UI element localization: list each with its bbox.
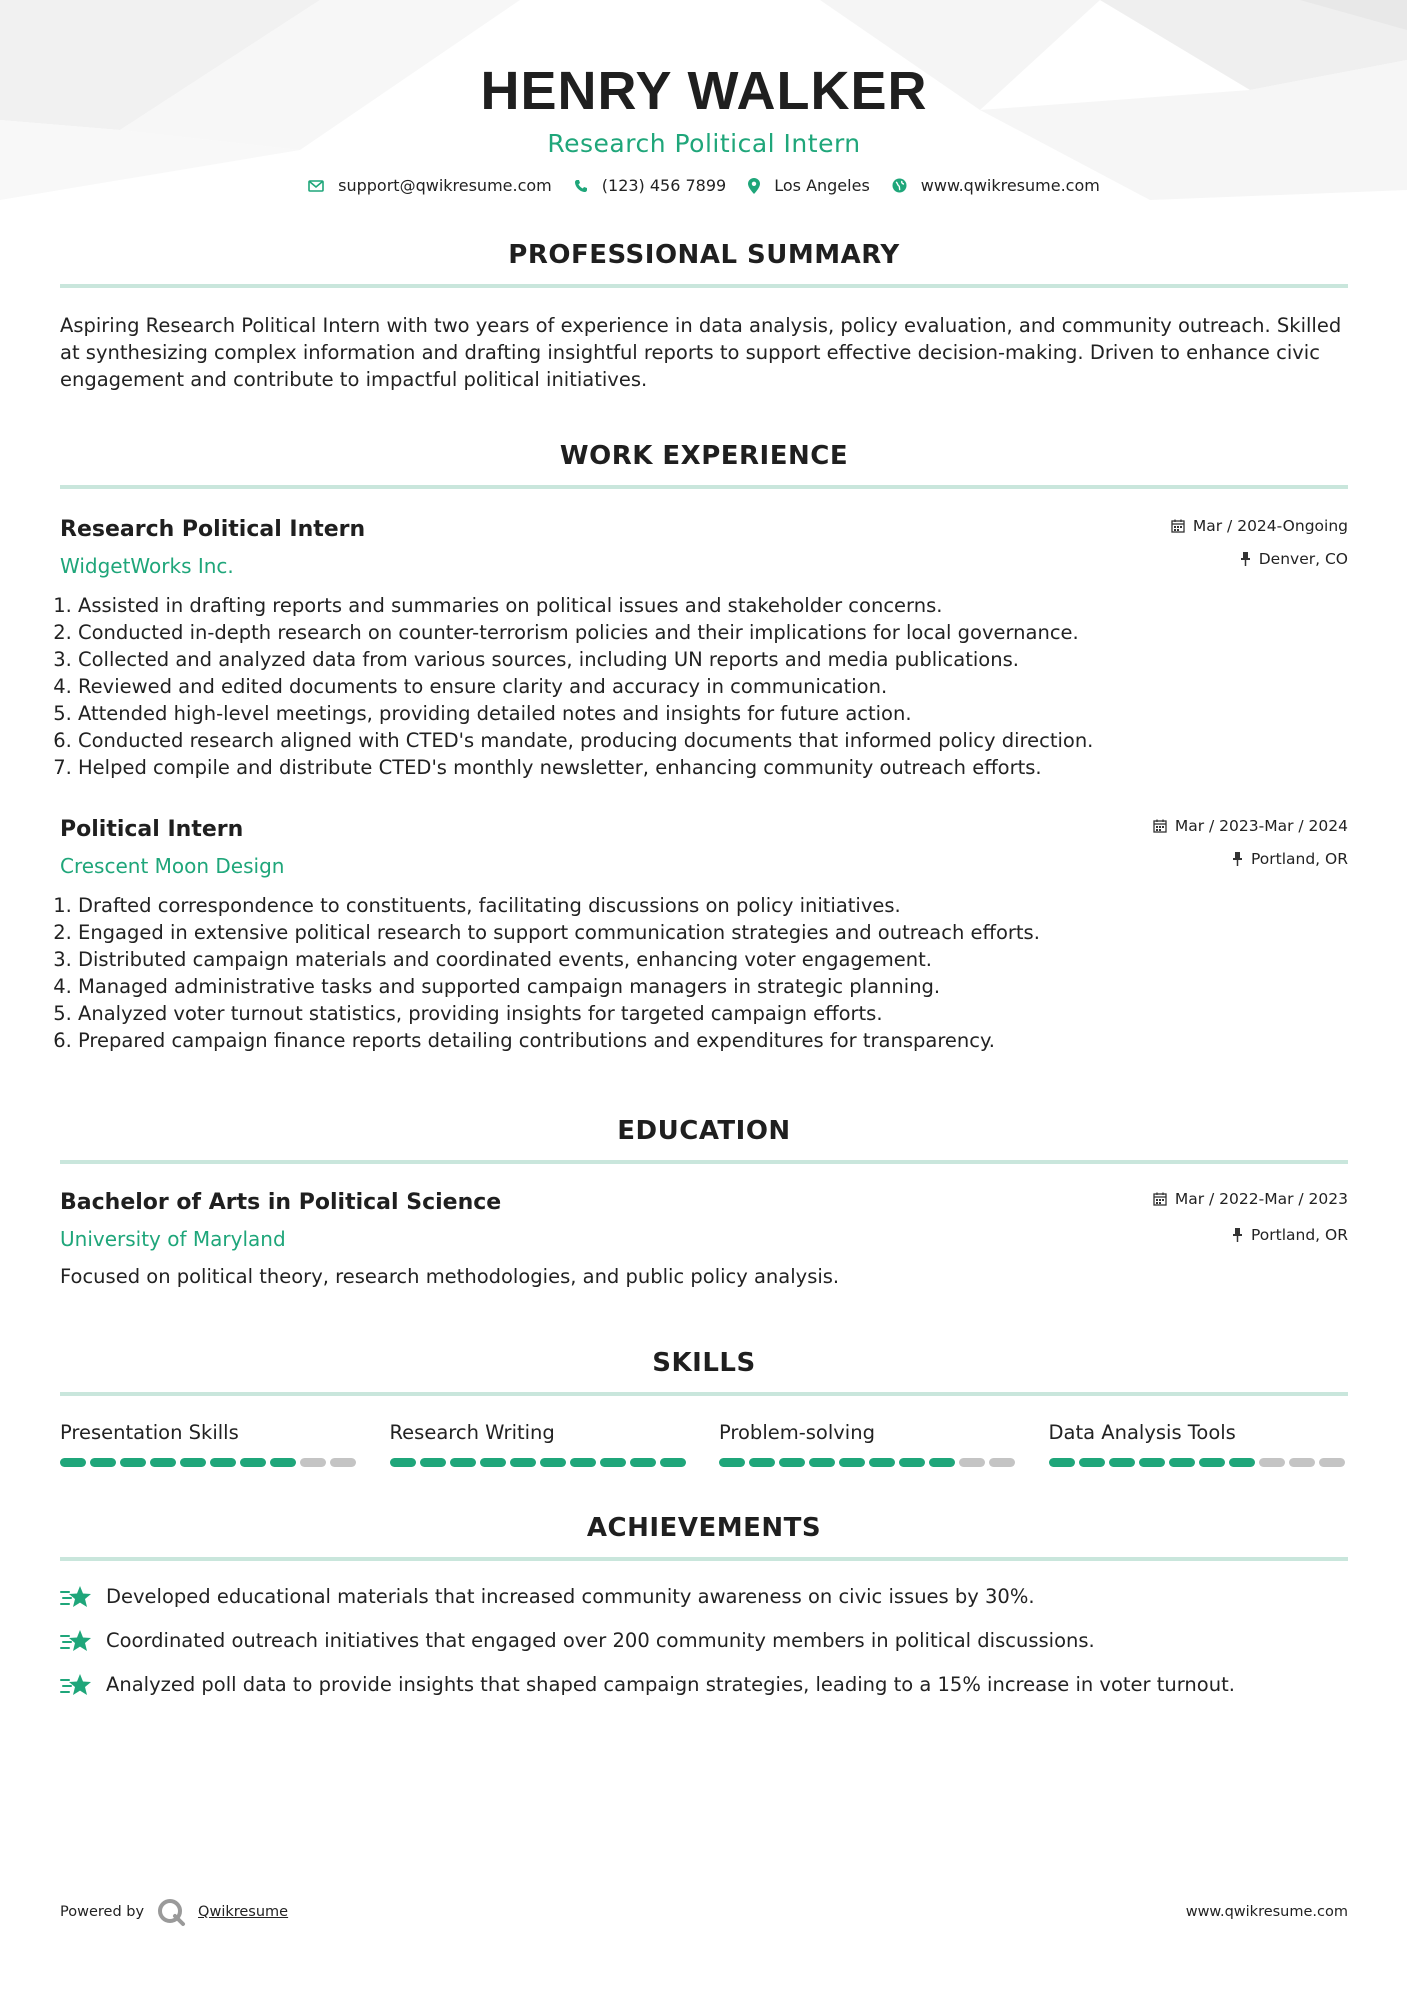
education-section [60, 1116, 1348, 1290]
skill-level-segment [749, 1458, 775, 1467]
footer [60, 1897, 1348, 1927]
skill-level-segment [270, 1458, 296, 1467]
skill-level-segment [150, 1458, 176, 1467]
job-meta [1153, 815, 1348, 870]
calendar-icon [1153, 819, 1167, 833]
skill-level-segment [1229, 1458, 1255, 1467]
contact-email[interactable] [308, 176, 552, 195]
school-name: University of Maryland [60, 1227, 286, 1251]
job-location [1153, 848, 1348, 870]
job-bullet: 4. Reviewed and edited documents to ensure clarity and accuracy in communication. [78, 673, 1348, 700]
skill-level-segment [1289, 1458, 1315, 1467]
education-location [1153, 1224, 1348, 1246]
achievements-section [60, 1513, 1348, 1698]
skill-level-segment [660, 1458, 686, 1467]
skill-level-bar [719, 1458, 1019, 1467]
skill-level-segment [480, 1458, 506, 1467]
education-description: Focused on political theory, research methodologies, and public policy analysis. [60, 1265, 840, 1288]
job-company: WidgetWorks Inc. [60, 554, 234, 578]
pushpin-icon [1232, 1228, 1243, 1242]
skill-level-segment [839, 1458, 865, 1467]
achievement-text: Analyzed poll data to provide insights that shaped campaign strategies, leading to a 15% increase in voter turnout. [106, 1673, 1235, 1696]
powered-by-label: Powered by [60, 1904, 145, 1920]
skill-name: Data Analysis Tools [1048, 1421, 1236, 1444]
resume-header [60, 0, 1348, 195]
achievement-item [60, 1583, 1348, 1610]
skill-level-segment [869, 1458, 895, 1467]
skill-level-segment [510, 1458, 536, 1467]
achievements-list [60, 1583, 1348, 1698]
summary-heading: PROFESSIONAL SUMMARY [60, 240, 1348, 288]
candidate-name: HENRY WALKER [480, 61, 928, 121]
job-bullet: 6. Conducted research aligned with CTED's mandate, producing documents that informed policy direction. [78, 727, 1348, 754]
skill-level-segment [420, 1458, 446, 1467]
skill-level-segment [210, 1458, 236, 1467]
skill-level-segment [1079, 1458, 1105, 1467]
achievement-item [60, 1627, 1348, 1654]
achievement-item [60, 1671, 1348, 1698]
skill-level-segment [600, 1458, 626, 1467]
calendar-icon [1153, 1192, 1167, 1206]
qwikresume-link[interactable]: Qwikresume [198, 1904, 289, 1920]
summary-text: Aspiring Research Political Intern with two years of experience in data analysis, policy evaluation, and community outreach. Skilled at synthesizing complex information and drafting insightful reports to support effective decision-making. Driven to enhance civic engagement and contribute to impactful political initiatives. [60, 314, 1342, 391]
qwikresume-logo-icon [156, 1897, 186, 1927]
achievement-text: Developed educational materials that increased community awareness on civic issues by 30%. [106, 1585, 1035, 1608]
skill-level-segment [330, 1458, 356, 1467]
job-bullet: 5. Analyzed voter turnout statistics, providing insights for targeted campaign efforts. [78, 1000, 1348, 1027]
skill-level-segment [1139, 1458, 1165, 1467]
job-bullet: 2. Conducted in-depth research on counter-terrorism policies and their implications for local governance. [78, 619, 1348, 646]
job-title: Political Intern [60, 817, 244, 842]
calendar-icon [1171, 519, 1185, 533]
map-pin-icon [748, 178, 760, 194]
education-dates-text: Mar / 2022-Mar / 2023 [1174, 1190, 1348, 1208]
job-bullets [60, 892, 1348, 1054]
skill-level-bar [390, 1458, 690, 1467]
envelope-icon [308, 180, 324, 192]
experience-section [60, 441, 1348, 1054]
job-meta [1171, 515, 1348, 570]
job-bullets [60, 592, 1348, 781]
skill-level-segment [959, 1458, 985, 1467]
achievements-heading: ACHIEVEMENTS [60, 1513, 1348, 1561]
job-company: Crescent Moon Design [60, 854, 285, 878]
globe-icon [892, 178, 907, 193]
job-entry [60, 515, 1348, 781]
skill-level-segment [1169, 1458, 1195, 1467]
job-dates [1153, 815, 1348, 837]
shooting-star-icon [60, 1672, 94, 1698]
education-entry [60, 1188, 1348, 1290]
skill-level-segment [1109, 1458, 1135, 1467]
contact-phone-text: (123) 456 7899 [601, 176, 727, 195]
contact-location [748, 176, 870, 195]
skill-name: Presentation Skills [60, 1421, 239, 1444]
footer-website[interactable]: www.qwikresume.com [1185, 1904, 1348, 1920]
contact-email-text: support@qwikresume.com [338, 176, 552, 195]
skill-name: Problem-solving [719, 1421, 875, 1444]
education-meta [1153, 1188, 1348, 1246]
job-bullet: 2. Engaged in extensive political research to support communication strategies and outreach efforts. [78, 919, 1348, 946]
job-dates-text: Mar / 2023-Mar / 2024 [1174, 817, 1348, 835]
contact-website[interactable] [892, 176, 1100, 195]
education-heading: EDUCATION [60, 1116, 1348, 1164]
job-location-text: Portland, OR [1250, 850, 1348, 868]
job-bullet: 1. Assisted in drafting reports and summaries on political issues and stakeholder concerns. [78, 592, 1348, 619]
contact-bar [60, 176, 1348, 195]
powered-by [60, 1897, 288, 1927]
skills-heading: SKILLS [60, 1348, 1348, 1396]
skill-name: Research Writing [389, 1421, 555, 1444]
skill-level-segment [540, 1458, 566, 1467]
skill-level-segment [1259, 1458, 1285, 1467]
shooting-star-icon [60, 1628, 94, 1654]
skill-level-segment [180, 1458, 206, 1467]
education-location-text: Portland, OR [1250, 1226, 1348, 1244]
skill-level-segment [390, 1458, 416, 1467]
skill-level-segment [989, 1458, 1015, 1467]
job-bullet: 6. Prepared campaign finance reports detailing contributions and expenditures for transparency. [78, 1027, 1348, 1054]
job-entry [60, 815, 1348, 1054]
skill-level-segment [1049, 1458, 1075, 1467]
skill-level-segment [1319, 1458, 1345, 1467]
job-dates-text: Mar / 2024-Ongoing [1192, 517, 1348, 535]
skill-level-segment [60, 1458, 86, 1467]
skills-section [60, 1348, 1348, 1467]
job-bullet: 3. Distributed campaign materials and coordinated events, enhancing voter engagement. [78, 946, 1348, 973]
job-title: Research Political Intern [60, 517, 366, 542]
skill-level-segment [570, 1458, 596, 1467]
pushpin-icon [1232, 852, 1243, 866]
summary-section [60, 240, 1348, 393]
skill-level-segment [300, 1458, 326, 1467]
job-bullet: 5. Attended high-level meetings, providing detailed notes and insights for future action. [78, 700, 1348, 727]
skill-level-bar [1049, 1458, 1349, 1467]
job-location-text: Denver, CO [1258, 550, 1348, 568]
skill-level-segment [90, 1458, 116, 1467]
contact-website-text: www.qwikresume.com [920, 176, 1100, 195]
shooting-star-icon [60, 1584, 94, 1610]
skill-item [1049, 1420, 1349, 1467]
skill-level-segment [929, 1458, 955, 1467]
achievement-text: Coordinated outreach initiatives that engaged over 200 community members in political discussions. [106, 1629, 1095, 1652]
resume-page [60, 0, 1348, 1715]
pushpin-icon [1240, 552, 1251, 566]
degree-title: Bachelor of Arts in Political Science [60, 1190, 502, 1215]
skill-level-segment [120, 1458, 146, 1467]
skill-item [390, 1420, 690, 1467]
skill-level-segment [899, 1458, 925, 1467]
skills-grid [60, 1420, 1348, 1467]
skill-level-segment [630, 1458, 656, 1467]
experience-heading: WORK EXPERIENCE [60, 441, 1348, 489]
education-dates [1153, 1188, 1348, 1210]
skill-level-segment [809, 1458, 835, 1467]
candidate-role: Research Political Intern [547, 129, 861, 158]
contact-location-text: Los Angeles [774, 176, 870, 195]
job-bullet: 3. Collected and analyzed data from various sources, including UN reports and media publications. [78, 646, 1348, 673]
skill-level-bar [60, 1458, 360, 1467]
skill-level-segment [1199, 1458, 1225, 1467]
skill-item [719, 1420, 1019, 1467]
skill-level-segment [719, 1458, 745, 1467]
skill-level-segment [240, 1458, 266, 1467]
job-bullet: 7. Helped compile and distribute CTED's monthly newsletter, enhancing community outreach efforts. [78, 754, 1348, 781]
skill-level-segment [450, 1458, 476, 1467]
skill-item [60, 1420, 360, 1467]
job-bullet: 1. Drafted correspondence to constituents, facilitating discussions on policy initiatives. [78, 892, 1348, 919]
phone-icon [574, 179, 588, 193]
contact-phone[interactable] [574, 176, 726, 195]
skill-level-segment [779, 1458, 805, 1467]
job-dates [1171, 515, 1348, 537]
job-bullet: 4. Managed administrative tasks and supported campaign managers in strategic planning. [78, 973, 1348, 1000]
job-location [1171, 548, 1348, 570]
